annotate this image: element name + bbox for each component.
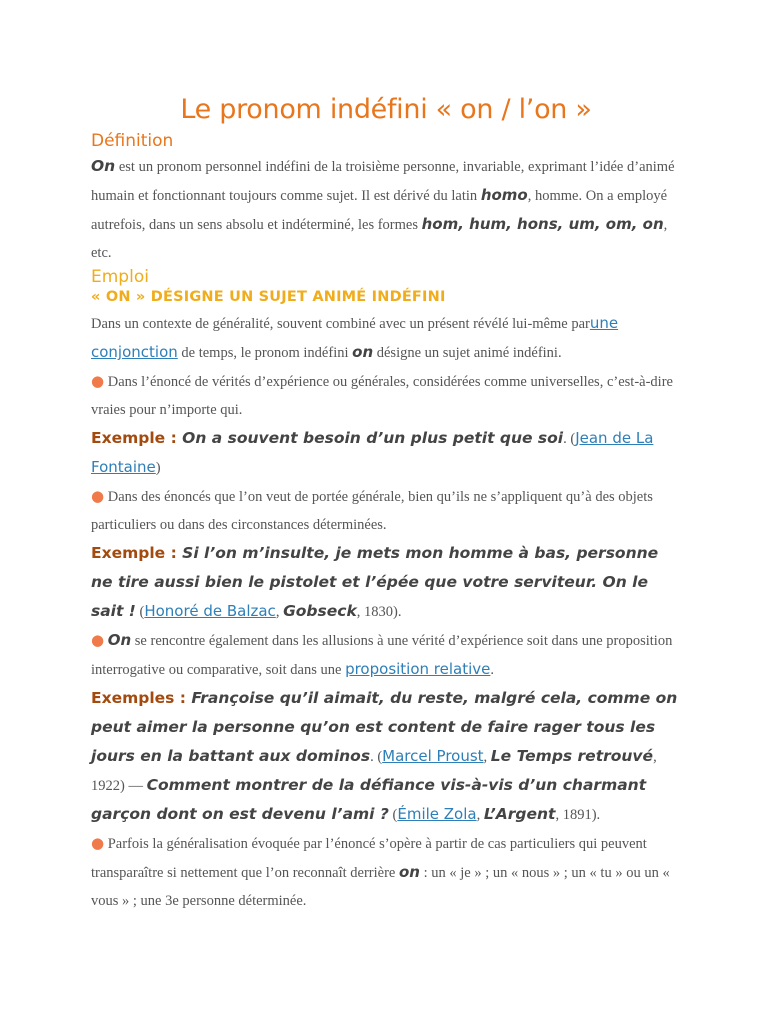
author-link-zola[interactable]: Émile Zola	[397, 805, 477, 823]
work-title: Gobseck	[283, 602, 357, 620]
old-forms-term: hom, hum, hons, um, om, on	[421, 215, 664, 233]
definition-heading: Définition	[91, 131, 174, 151]
work-title: Le Temps retrouvé	[490, 747, 654, 765]
definition-paragraph: On est un pronom personnel indéfini de la troisième personne, invariable, exprimant l’idée d’animé humain et fonctionnant toujours comme sujet. Il est dérivé du latin homo, homme. On a employé autrefois, dans un sens absolu et indéterminé, les formes hom, hum, hons, um, om, on, etc.	[91, 157, 675, 261]
author-link-la-fontaine[interactable]: Jean de La Fontaine	[91, 429, 654, 476]
bullet-dot-icon: ●	[91, 487, 105, 505]
author-link-proust[interactable]: Marcel Proust	[382, 747, 484, 765]
bullet-paragraph-2: ● Dans des énoncés que l’on veut de portée générale, bien qu’ils ne s’appliquent qu’à des objets particuliers ou dans des circonstances déterminées.	[91, 487, 653, 533]
example-2: Exemple : Si l’on m’insulte, je mets mon homme à bas, personne ne tire aussi bien le pistolet et l’épée que votre serviteur. On le sait ! (Honoré de Balzac, Gobseck, 1830).	[91, 544, 659, 620]
bullet-paragraph-3: ● On se rencontre également dans les allusions à une vérité d’expérience soit dans une proposition interrogative ou comparative, soit dans une proposition relative.	[91, 631, 673, 678]
homo-term: homo	[480, 186, 528, 204]
bullet-dot-icon: ●	[91, 372, 105, 390]
bullet-paragraph-4: ● Parfois la généralisation évoquée par l’énoncé s’opère à partir de cas particuliers qui peuvent transparaître si nettement que l’on reconnaît derrière on : un « je » ; un « nous » ; un « tu » ou un « vous » ; une 3e personne déterminée.	[91, 834, 670, 909]
bullet-dot-icon: ●	[91, 631, 105, 649]
example-1: Exemple : On a souvent besoin d’un plus petit que soi. (Jean de La Fontaine)	[91, 429, 654, 476]
emploi-heading: Emploi	[91, 267, 149, 287]
article	[91, 88, 681, 915]
example-quote: Françoise qu’il aimait, du reste, malgré cela, comme on peut aimer la personne qu’on est content de faire rager tous les jours en la battant aux dominos	[91, 689, 678, 765]
example-label: Exemple :	[91, 429, 183, 447]
on-term: On	[91, 157, 116, 175]
work-title: L’Argent	[483, 805, 556, 823]
emploi-intro-paragraph: Dans un contexte de généralité, souvent combiné avec un présent révélé lui-même parune conjonction de temps, le pronom indéfini on désigne un sujet animé indéfini.	[91, 314, 619, 361]
on-term: on	[398, 863, 420, 881]
bullet-paragraph-1: ● Dans l’énoncé de vérités d’expérience ou générales, considérées comme universelles, c’est-à-dire vraies pour n’importe qui.	[91, 372, 673, 418]
on-term: On	[107, 631, 132, 649]
conjonction-link[interactable]: une conjonction	[91, 314, 619, 361]
example-quote: Si l’on m’insulte, je mets mon homme à bas, personne ne tire aussi bien le pistolet et l’épée que votre serviteur. On le sait !	[91, 544, 659, 620]
on-term: on	[352, 343, 374, 361]
example-quote: On a souvent besoin d’un plus petit que soi	[182, 429, 564, 447]
bullet-dot-icon: ●	[91, 834, 105, 852]
proposition-relative-link[interactable]: proposition relative	[345, 660, 491, 678]
example-3: Exemples : Françoise qu’il aimait, du reste, malgré cela, comme on peut aimer la personne qu’on est content de faire rager tous les jours en la battant aux dominos. (Marcel Proust, Le Temps retrouvé, 1922) — Comment montrer de la défiance vis-à-vis d’un charmant garçon dont on est devenu l’ami ? (Émile Zola, L’Argent, 1891).	[91, 689, 678, 823]
author-link-balzac[interactable]: Honoré de Balzac	[144, 602, 276, 620]
example-label: Exemple :	[91, 544, 183, 562]
example-label: Exemples :	[91, 689, 192, 707]
example-quote: Comment montrer de la défiance vis-à-vis d’un charmant garçon dont on est devenu l’ami ?	[91, 776, 647, 823]
page-title: Le pronom indéfini « on / l’on »	[180, 94, 592, 125]
emploi-subheading: « ON » DÉSIGNE UN SUJET ANIMÉ INDÉFINI	[91, 289, 446, 305]
